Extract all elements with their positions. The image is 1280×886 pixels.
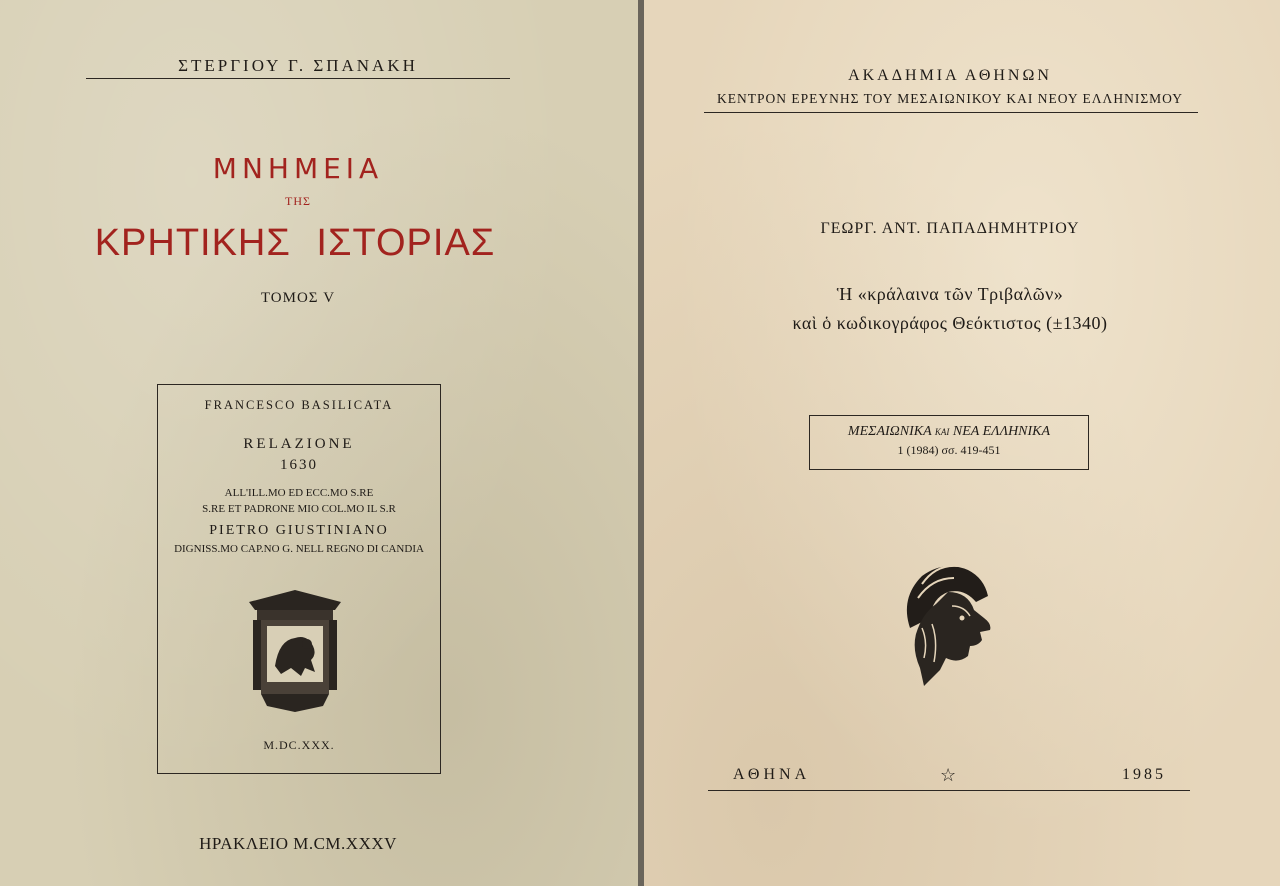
left-author-rule — [86, 78, 510, 79]
right-header-rule — [704, 112, 1198, 113]
inset-date: M.DC.XXX. — [263, 738, 335, 752]
inset-dedication-line-3: DIGNISS.MO CAP.NO G. NELL REGNO DI CANDIA — [174, 543, 424, 555]
right-place: ΑΘΗΝΑ — [733, 766, 811, 783]
right-title-line-2: καὶ ὁ κωδικογράφος Θεόκτιστος (±1340) — [792, 313, 1108, 333]
left-author-name: ΣΤΕΡΓΙΟΥ Γ. ΣΠΑΝΑΚΗ — [178, 56, 418, 75]
athena-helmet-head-emblem-icon — [892, 558, 1002, 693]
inset-dedication-line-1: ALL'ILL.MO ED ECC.MO S.RE — [224, 487, 374, 499]
lion-coat-of-arms-emblem-icon — [245, 588, 345, 713]
right-author-name: ΓΕΩΡΓ. ΑΝΤ. ΠΑΠΑΔΗΜΗΤΡΙΟΥ — [820, 220, 1080, 237]
inset-recipient-name: PIETRO GIUSTINIANO — [209, 523, 389, 538]
left-place-year: ΗΡΑΚΛΕΙΟ Μ.CM.XXXV — [199, 834, 397, 853]
inset-author: FRANCESCO BASILICATA — [204, 398, 394, 412]
inset-title: RELAZIONE — [243, 436, 355, 452]
inset-year: 1630 — [280, 457, 318, 473]
series-title-kai: ΚΑΙ — [934, 427, 950, 437]
right-bottom-rule — [708, 790, 1190, 791]
right-title-line-1: Ἡ «κράλαινα τῶν Τριβαλῶν» — [836, 284, 1064, 304]
left-volume-label: ΤΟΜΟΣ V — [260, 290, 336, 306]
series-reference: 1 (1984) σσ. 419-451 — [897, 443, 1001, 457]
right-academy-name: ΑΚΑΔΗΜΙΑ ΑΘΗΝΩΝ — [848, 67, 1052, 84]
right-year: 1985 — [1122, 766, 1166, 783]
series-title-b: ΝΕΑ ΕΛΛΗΝΙΚΑ — [952, 424, 1051, 439]
inset-dedication-line-2: S.RE ET PADRONE MIO COL.MO IL S.R — [202, 503, 396, 515]
series-title-a: ΜΕΣΑΙΩΝΙΚΑ — [847, 424, 932, 439]
right-research-center-name: ΚΕΝΤΡΟΝ ΕΡΕΥΝΗΣ ΤΟΥ ΜΕΣΑΙΩΝΙΚΟΥ ΚΑΙ ΝΕΟΥ ΕΛΛΗΝΙΣΜΟΥ — [716, 91, 1184, 106]
series-title — [809, 424, 1089, 440]
left-title-line-1: ΜΝΗΜΕΙΑ — [212, 152, 384, 185]
left-title-line-2: ΚΡΗΤΙΚΗΣ ΙΣΤΟΡΙΑΣ — [94, 222, 496, 264]
left-title-article: ΤΗΣ — [285, 194, 311, 208]
star-icon: ☆ — [940, 765, 957, 785]
